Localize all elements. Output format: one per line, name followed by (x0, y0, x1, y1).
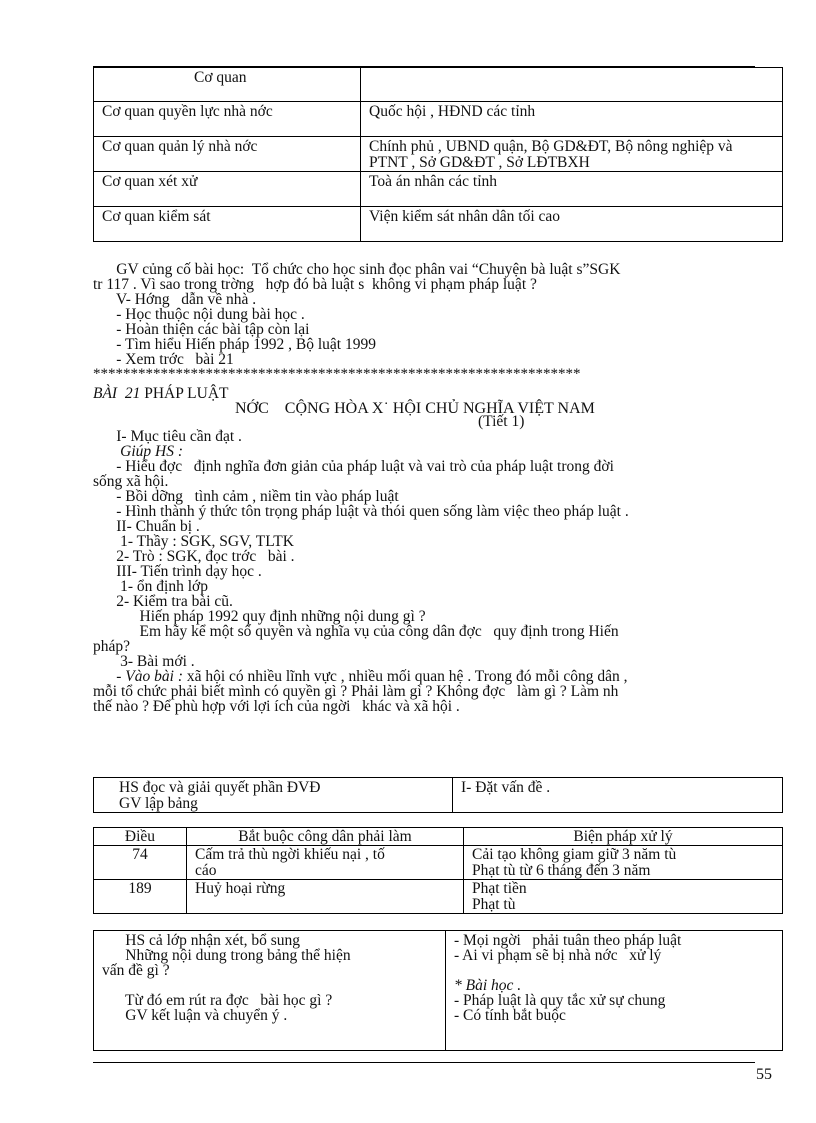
text-line: - Ai vi phạm sẽ bị nhà nớc xử lý (454, 947, 662, 964)
organ-examples: Toà án nhân các tỉnh (361, 172, 783, 207)
organ-examples: Chính phủ , UBND quận, Bộ GD&ĐT, Bộ nông nghiệp và PTNT , Sở GD&ĐT , Sở LĐTBXH (361, 137, 783, 172)
summary-left (94, 931, 446, 1051)
table-header-row (94, 68, 783, 102)
organ-name: Cơ quan xét xử (94, 172, 361, 207)
text-line: 2- Kiểm tra bài cũ. (93, 593, 233, 610)
article-cell: 74 (94, 846, 187, 880)
text-line: - Tìm hiểu Hiến pháp 1992 , Bộ luật 1999 (93, 336, 376, 353)
text-line: - Xem trớc bài 21 (93, 351, 234, 368)
page-number: 55 (756, 1066, 772, 1083)
organ-examples: Viện kiểm sát nhân dân tối cao (361, 207, 783, 242)
lesson-heading: * Bài học . (454, 977, 522, 994)
intro-label: Vào bài : (125, 668, 183, 685)
text-line: - Bồi dỡng tình cảm , niềm tin vào pháp luật (93, 488, 399, 505)
table-row (94, 172, 783, 207)
text-line: Em hãy kể một số quyền và nghĩa vụ của công dân đợc quy định trong Hiến (93, 623, 619, 640)
table-header-row (94, 828, 783, 846)
header-cell: Điều (94, 828, 187, 846)
separator-stars: ***************************************************************** (93, 367, 581, 382)
text-line: - Pháp luật là quy tắc xử sự chung (454, 992, 666, 1009)
text-line: GV củng cố bài học: Tổ chức cho học sinh đọc phân vai “Chuyện bà luật s”SGK (93, 261, 621, 278)
text-line: II- Chuẩn bị . (93, 518, 200, 535)
text-line: Những nội dung trong bảng thể hiện (102, 947, 351, 964)
lesson-subtitle: NỚC CỘNG HÒA X˙ HỘI CHỦ NGHĨA VIỆT NAM (235, 400, 595, 417)
text-line: I- Mục tiêu cần đạt . (93, 428, 242, 445)
header-cell (361, 68, 783, 102)
text-line: - Có tính bắt buộc (454, 1007, 566, 1024)
text-line: Giúp HS : (93, 443, 183, 460)
text-line: thế nào ? Để phù hợp với lợi ích của ngời khác và xã hội . (93, 698, 460, 715)
organ-name: Cơ quan quyền lực nhà nớc (94, 102, 361, 137)
text-line: vấn đề gì ? (102, 962, 170, 979)
text-line: Hiến pháp 1992 quy định những nội dung gì ? (93, 608, 426, 625)
text-line: - Hình thành ý thức tôn trọng pháp luật và thói quen sống làm việc theo pháp luật . (93, 503, 629, 520)
organ-examples: Quốc hội , HĐND các tỉnh (361, 102, 783, 137)
intro-text: xã hội có nhiều lĩnh vực , nhiều mối quan hệ . Trong đó mỗi công dân , (182, 668, 628, 685)
activity-table (93, 777, 783, 813)
table-row (94, 931, 783, 1051)
header-cell: Cơ quan (94, 68, 361, 102)
table-row (94, 880, 783, 914)
table-row (94, 207, 783, 242)
text-line: sống xã hội. (93, 473, 169, 490)
organ-table (93, 67, 783, 242)
text-line: GV kết luận và chuyển ý . (102, 1007, 288, 1024)
article-cell: 189 (94, 880, 187, 914)
header-cell: Bắt buộc công dân phải làm (187, 828, 464, 846)
text-line: 3- Bài mới . (93, 653, 195, 670)
measure-cell: Cải tạo không giam giữ 3 năm tù Phạt tù từ 6 tháng đến 3 năm (464, 846, 783, 880)
text-line: 1- Thầy : SGK, SGV, TLTK (93, 533, 294, 550)
intro-prefix: - (93, 668, 126, 685)
intro-line (93, 669, 783, 684)
table-row (94, 137, 783, 172)
table-row (94, 778, 783, 813)
text-line: V- Hớng dẫn về nhà . (93, 291, 257, 308)
organ-name: Cơ quan kiểm sát (94, 207, 361, 242)
text-line: mỗi tổ chức phải biết mình có quyền gì ? Phải làm gì ? Không đợc làm gì ? Làm nh (93, 683, 619, 700)
activity-left: HS đọc và giải quyết phần ĐVĐ GV lập bảng (94, 778, 453, 813)
organ-name: Cơ quan quản lý nhà nớc (94, 137, 361, 172)
table-row (94, 102, 783, 137)
text-line: HS cả lớp nhận xét, bổ sung (102, 932, 301, 949)
text-line (102, 978, 437, 993)
text-line: - Học thuộc nội dung bài học . (93, 306, 305, 323)
law-table (93, 827, 783, 914)
obligation-cell: Huỷ hoại rừng (187, 880, 464, 914)
text-line: Từ đó em rút ra đợc bài học gì ? (102, 992, 333, 1009)
text-line: - Mọi ngời phải tuân theo pháp luật (454, 932, 682, 949)
lesson-body (93, 262, 783, 714)
text-line: 2- Trò : SGK, đọc trớc bài . (93, 548, 295, 565)
obligation-cell: Cấm trả thù ngời khiếu nại , tố cáo (187, 846, 464, 880)
text-line: pháp? (93, 638, 131, 655)
lesson-label: BÀI 21 (93, 385, 141, 402)
text-line (454, 963, 774, 978)
bottom-rule (93, 1062, 755, 1063)
lesson-period: (Tiết 1) (478, 413, 525, 430)
table-row (94, 846, 783, 880)
activity-right: I- Đặt vấn đề . (453, 778, 783, 813)
text-line: III- Tiến trình dạy học . (93, 563, 262, 580)
measure-cell: Phạt tiền Phạt tù (464, 880, 783, 914)
text-line: tr 117 . Vì sao trong trờng hợp đó bà luật s không vi phạm pháp luật ? (93, 276, 537, 293)
text-line: 1- ổn định lớp (93, 578, 208, 595)
lesson-title-text: PHÁP LUẬT (140, 385, 229, 402)
text-line: - Hoàn thiện các bài tập còn lại (93, 321, 310, 338)
summary-right (446, 931, 783, 1051)
header-cell: Biện pháp xử lý (464, 828, 783, 846)
text-line: - Hiểu đợc định nghĩa đơn giản của pháp luật và vai trò của pháp luật trong đời (93, 458, 614, 475)
lesson-title (93, 386, 783, 401)
summary-table (93, 930, 783, 1051)
